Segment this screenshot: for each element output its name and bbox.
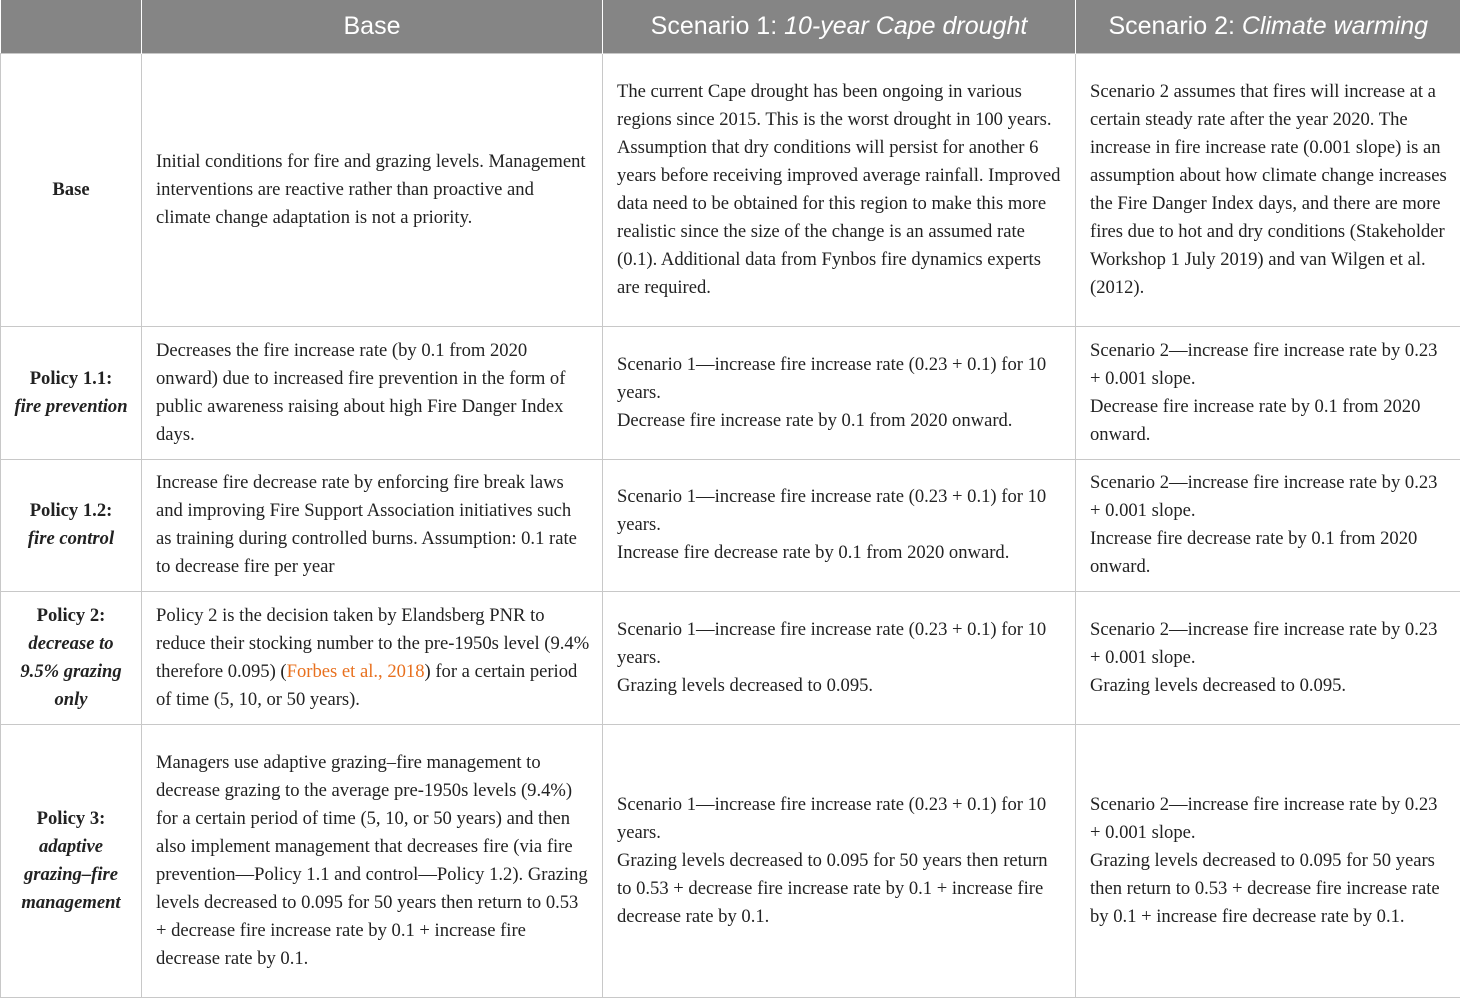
cell-line: Decrease fire increase rate by 0.1 from 2020 onward. bbox=[1090, 393, 1448, 449]
cell-line: Decrease fire increase rate by 0.1 from 2020 onward. bbox=[617, 407, 1063, 435]
table-row-policy-1-2 bbox=[1, 459, 1460, 591]
cell-policy-2-base bbox=[142, 591, 603, 724]
table-header-row bbox=[1, 0, 1460, 53]
row-label-main: Policy 1.1: bbox=[7, 365, 135, 393]
cell-policy-3-scenario-1 bbox=[603, 724, 1076, 997]
cell-policy-3-base: Managers use adaptive grazing–fire management to decrease grazing to the average pre-1950s levels (9.4%) for a certain period of time (5, 10, or 50 years) and then also implement management that decreases fire (via fire prevention—Policy 1.1 and control—Policy 1.2). Grazing levels decreased to 0.095 for 50 years then return to 0.53 + decrease fire increase rate by 0.1 + increase fire decrease rate by 0.1. bbox=[142, 724, 603, 997]
row-label-policy-1-1 bbox=[1, 326, 142, 459]
cell-text: ) for a certain period of time (5, 10, or 50 years). bbox=[156, 661, 577, 710]
cell-line: Increase fire decrease rate by 0.1 from 2020 onward. bbox=[617, 539, 1063, 567]
row-label-main: Policy 3: bbox=[7, 805, 135, 833]
table-row-policy-3 bbox=[1, 724, 1460, 997]
cell-line: Scenario 1—increase fire increase rate (0.23 + 0.1) for 10 years. bbox=[617, 483, 1063, 539]
header-scenario-1-prefix: Scenario 1: bbox=[651, 12, 784, 40]
header-blank-cell bbox=[1, 0, 142, 53]
table-row-base bbox=[1, 53, 1460, 326]
cell-line: Scenario 1—increase fire increase rate (0.23 + 0.1) for 10 years. bbox=[617, 351, 1063, 407]
cell-policy-1-2-base: Increase fire decrease rate by enforcing fire break laws and improving Fire Support Association initiatives such as training during controlled burns. Assumption: 0.1 rate to decrease fire per year bbox=[142, 459, 603, 591]
cell-line: Scenario 1—increase fire increase rate (0.23 + 0.1) for 10 years. bbox=[617, 616, 1063, 672]
header-scenario-1-title: 10-year Cape drought bbox=[784, 12, 1027, 40]
row-label-base bbox=[1, 53, 142, 326]
cell-line: Scenario 2—increase fire increase rate by 0.23 + 0.001 slope. bbox=[1090, 337, 1448, 393]
header-scenario-2 bbox=[1076, 0, 1460, 53]
header-scenario-2-title: Climate warming bbox=[1242, 12, 1428, 40]
cell-base-base: Initial conditions for fire and grazing levels. Management interventions are reactive rather than proactive and climate change adaptation is not a priority. bbox=[142, 53, 603, 326]
cell-policy-3-scenario-2 bbox=[1076, 724, 1460, 997]
row-label-main: Policy 2: bbox=[7, 602, 135, 630]
header-scenario-2-prefix: Scenario 2: bbox=[1108, 12, 1241, 40]
row-label-sub: decrease to 9.5% grazing only bbox=[7, 630, 135, 714]
row-label-main: Base bbox=[7, 176, 135, 204]
cell-line: Increase fire decrease rate by 0.1 from 2020 onward. bbox=[1090, 525, 1448, 581]
row-label-sub: fire control bbox=[7, 525, 135, 553]
table-row-policy-2 bbox=[1, 591, 1460, 724]
cell-line: Grazing levels decreased to 0.095. bbox=[617, 672, 1063, 700]
cell-policy-2-scenario-1 bbox=[603, 591, 1076, 724]
row-label-sub: fire prevention bbox=[7, 393, 135, 421]
cell-base-scenario-1: The current Cape drought has been ongoing in various regions since 2015. This is the worst drought in 100 years. Assumption that dry conditions will persist for another 6 years before receiving improved average rainfall. Improved data need to be obtained for this region to make this more realistic since the size of the change is an assumed rate (0.1). Additional data from Fynbos fire dynamics experts are required. bbox=[603, 53, 1076, 326]
cell-policy-1-1-scenario-2 bbox=[1076, 326, 1460, 459]
cell-line: Scenario 2—increase fire increase rate by 0.23 + 0.001 slope. bbox=[1090, 469, 1448, 525]
cell-line: Grazing levels decreased to 0.095 for 50 years then return to 0.53 + decrease fire increase rate by 0.1 + increase fire decrease rate by 0.1. bbox=[1090, 847, 1448, 931]
row-label-sub: adaptive grazing–fire management bbox=[7, 833, 135, 917]
cell-policy-1-1-base: Decreases the fire increase rate (by 0.1 from 2020 onward) due to increased fire prevention in the form of public awareness raising about high Fire Danger Index days. bbox=[142, 326, 603, 459]
cell-line: Scenario 2—increase fire increase rate by 0.23 + 0.001 slope. bbox=[1090, 791, 1448, 847]
cell-text: Policy 2 is the decision taken by Elandsberg PNR to reduce their stocking number to the pre-1950s level (9.4% therefore 0.095) ( bbox=[156, 605, 589, 682]
row-label-policy-3 bbox=[1, 724, 142, 997]
cell-line: Grazing levels decreased to 0.095. bbox=[1090, 672, 1448, 700]
cell-policy-2-scenario-2 bbox=[1076, 591, 1460, 724]
row-label-policy-2 bbox=[1, 591, 142, 724]
cell-policy-1-2-scenario-1 bbox=[603, 459, 1076, 591]
cell-line: Scenario 1—increase fire increase rate (0.23 + 0.1) for 10 years. bbox=[617, 791, 1063, 847]
cell-policy-1-1-scenario-1 bbox=[603, 326, 1076, 459]
row-label-policy-1-2 bbox=[1, 459, 142, 591]
cell-base-scenario-2: Scenario 2 assumes that fires will increase at a certain steady rate after the year 2020. The increase in fire increase rate (0.001 slope) is an assumption about how climate change increases the Fire Danger Index days, and there are more fires due to hot and dry conditions (Stakeholder Workshop 1 July 2019) and van Wilgen et al. (2012). bbox=[1076, 53, 1460, 326]
header-base: Base bbox=[142, 0, 603, 53]
header-scenario-1 bbox=[603, 0, 1076, 53]
row-label-main: Policy 1.2: bbox=[7, 497, 135, 525]
cell-line: Scenario 2—increase fire increase rate by 0.23 + 0.001 slope. bbox=[1090, 616, 1448, 672]
reference-link[interactable]: Forbes et al., 2018 bbox=[287, 661, 425, 682]
table-row-policy-1-1 bbox=[1, 326, 1460, 459]
cell-policy-1-2-scenario-2 bbox=[1076, 459, 1460, 591]
cell-line: Grazing levels decreased to 0.095 for 50 years then return to 0.53 + decrease fire increase rate by 0.1 + increase fire decrease rate by 0.1. bbox=[617, 847, 1063, 931]
